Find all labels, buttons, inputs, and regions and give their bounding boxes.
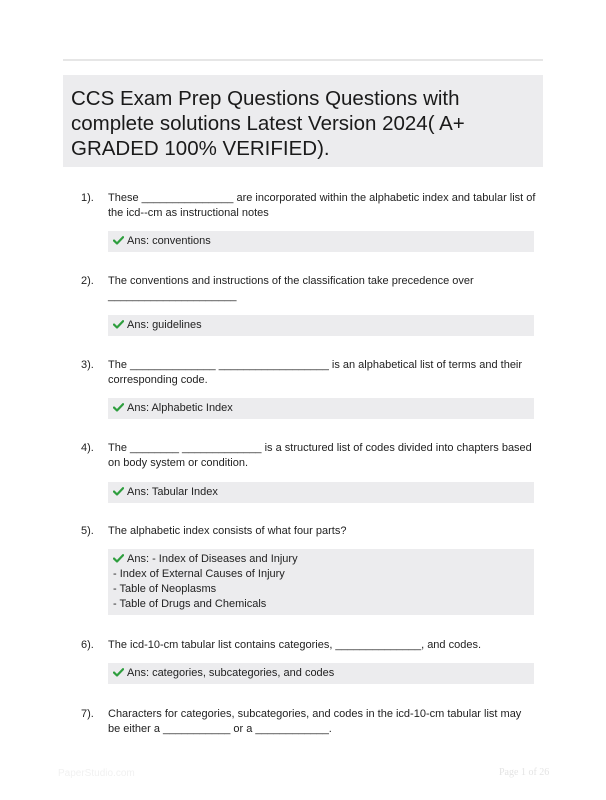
answer-line: Ans: conventions [113,234,529,249]
page-number: Page 1 of 26 [499,767,550,778]
question-text: The alphabetic index consists of what four parts? [108,525,347,537]
top-divider [63,59,543,61]
question-text: The icd-10-cm tabular list contains categories, ______________, and codes. [108,639,482,651]
question-number: 3). [81,359,94,371]
check-icon [113,320,124,329]
answer-line: Ans: - Index of Diseases and Injury [113,552,529,567]
question-text: The ________ _____________ is a structured list of codes divided into chapters based on body system or condition. [108,442,532,469]
answer-box [108,482,534,503]
answer-line: - Index of External Causes of Injury [113,568,285,580]
answer-box [108,231,534,252]
check-icon [113,554,124,563]
answer-box [108,549,534,615]
answer-line: - Table of Neoplasms [113,583,217,595]
question-number: 5). [81,525,94,537]
check-icon [113,236,124,245]
check-icon [113,403,124,412]
question-number: 7). [81,708,94,720]
answer-box [108,398,534,419]
title-banner [63,75,543,167]
question-text: Characters for categories, subcategories, and codes in the icd-10-cm tabular list may be either a ___________ or a ____________. [108,708,522,735]
question-text: The conventions and instructions of the classification take precedence over _____________________ [108,275,474,302]
question-number: 4). [81,442,94,454]
answer-line: Ans: categories, subcategories, and codes [113,666,529,681]
answer-line: Ans: Tabular Index [113,485,529,500]
answer-line: Ans: guidelines [113,318,529,333]
check-icon [113,668,124,677]
question-text: The ______________ __________________ is an alphabetical list of terms and their corresponding code. [108,359,523,386]
answer-line: - Table of Drugs and Chemicals [113,598,267,610]
answer-box [108,663,534,684]
document-title: CCS Exam Prep Questions Questions with complete solutions Latest Version 2024( A+ GRADED 100% VERIFIED). [71,87,465,160]
check-icon [113,487,124,496]
question-number: 1). [81,192,94,204]
answer-line: Ans: Alphabetic Index [113,401,529,416]
question-number: 2). [81,275,94,287]
answer-box [108,315,534,336]
question-number: 6). [81,639,94,651]
footer-watermark: PaperStudio.com [58,768,135,779]
question-text: These _______________ are incorporated within the alphabetic index and tabular list of the icd--cm as instructional notes [108,192,536,219]
